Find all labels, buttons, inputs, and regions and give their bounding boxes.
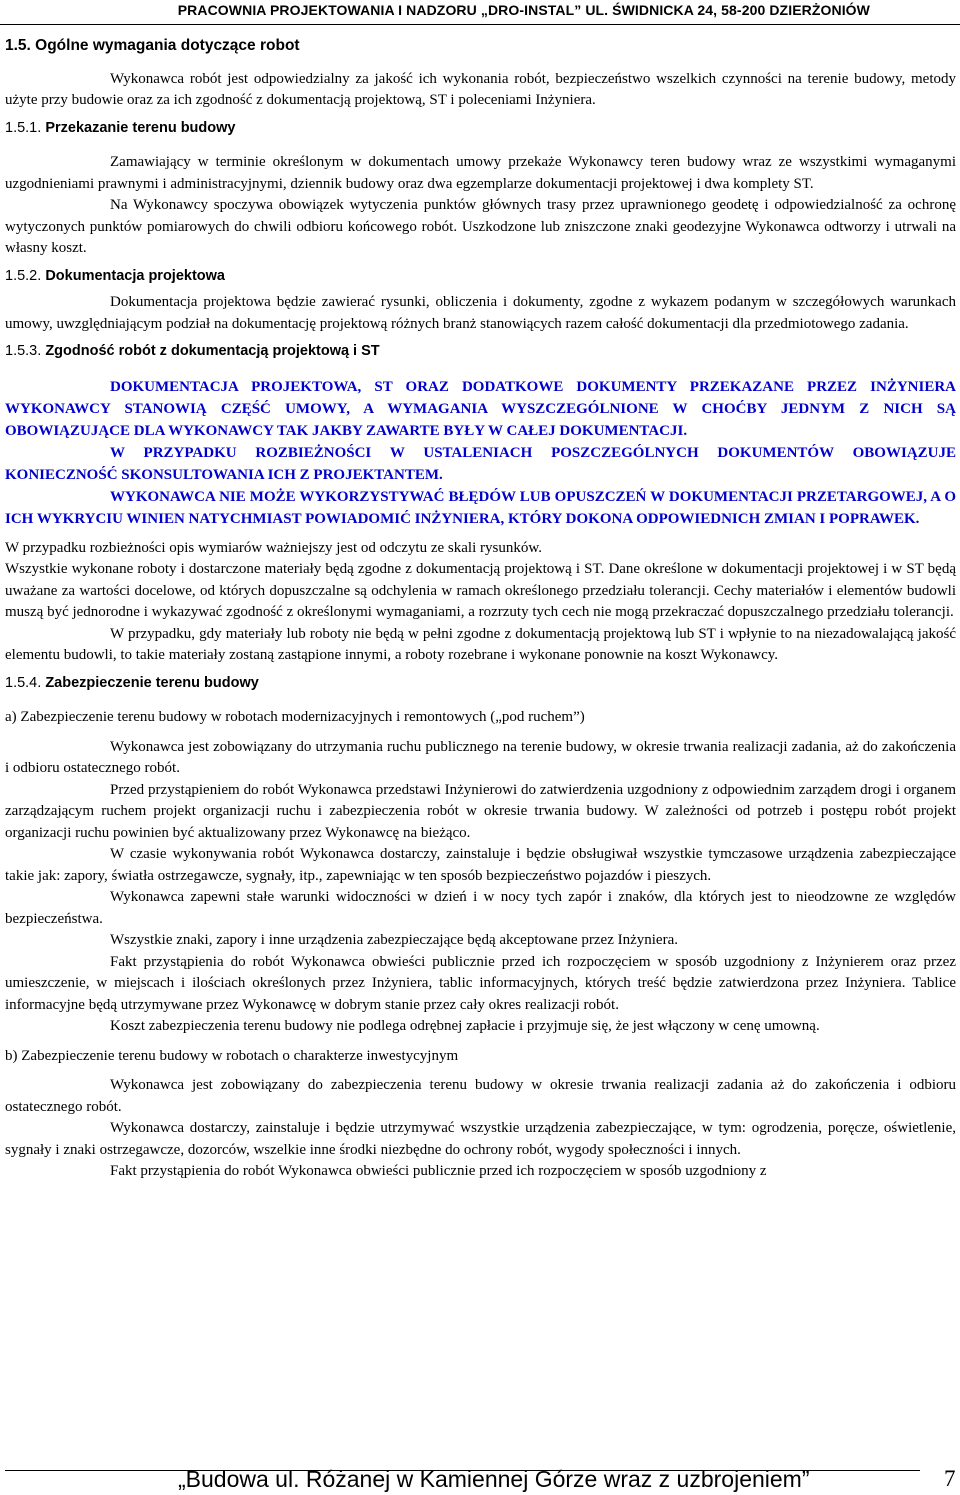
page-number: 7 xyxy=(944,1466,956,1491)
section-title: 1.5. Ogólne wymagania dotyczące robot xyxy=(5,37,300,54)
subsection-heading-1 xyxy=(5,118,956,140)
subsection-number: 1.5.3. xyxy=(5,343,42,359)
paragraph: Fakt przystąpienia do robót Wykonawca obwieści publicznie przed ich rozpoczęciem w sposób uzgodniony z xyxy=(110,1163,767,1179)
page-header xyxy=(0,0,960,25)
emphasis-paragraph: W PRZYPADKU ROZBIEŻNOŚCI W USTALENIACH POSZCZEGÓLNYCH DOKUMENTÓW OBOWIĄZUJE KONIECZNOŚĆ SKONSULTOWANIA ICH Z PROJEKTANTEM. xyxy=(5,444,956,483)
paragraph: Wykonawca jest zobowiązany do utrzymania ruchu publicznego na terenie budowy, w okresie trwania realizacji zadania, aż do zakończenia i odbioru ostatecznego robót. xyxy=(5,738,956,776)
paragraph: Wykonawca dostarczy, zainstaluje i będzie utrzymywać wszystkie urządzenia zabezpieczające, w tym: ogrodzenia, poręcze, oświetlenie, sygnały i znaki ostrzegawcze, dozorców, wszelkie inne środki niezbędne do ochrony robót, wygody społeczności i innych. xyxy=(5,1120,956,1158)
list-heading-a: a) Zabezpieczenie terenu budowy w robotach modernizacyjnych i remontowych („pod ruchem”) xyxy=(5,709,585,725)
paragraph: Dokumentacja projektowa będzie zawierać rysunki, obliczenia i dokumenty, zgodne z wykazem podanym w szczegółowych warunkach umowy, uwzględniającym podział na dokumentację projektową różnych branż stanowiących razem całość dokumentacji dla przedmiotowego zadania. xyxy=(5,294,956,332)
paragraph: Na Wykonawcy spoczywa obowiązek wytyczenia punktów głównych trasy przez uprawnionego geodetę i odpowiedzialność za ochronę wytyczonych punktów pomiarowych do chwili odbioru końcowego robót. Uszkodzone lub zniszczone znaki geodezyjne Wykonawca odtworzy i utrwali na własny koszt. xyxy=(5,197,956,256)
paragraph: W przypadku rozbieżności opis wymiarów ważniejszy jest od odczytu ze skali rysunków. xyxy=(5,539,542,556)
paragraph: Wykonawca zapewni stałe warunki widoczności w dzień i w nocy tych zapór i znaków, dla których jest to nieodzowne ze względów bezpieczeństwa. xyxy=(5,889,956,927)
paragraph: W czasie wykonywania robót Wykonawca dostarczy, zainstaluje i będzie obsługiwał wszystkie tymczasowe urządzenia zabezpieczające takie jak: zapory, światła ostrzegawcze, sygnały, itp., zapewniając w ten sposób bezpieczeństwo pojazdów i pieszych. xyxy=(5,846,956,884)
paragraph: Wykonawca jest zobowiązany do zabezpieczenia terenu budowy w okresie trwania realizacji zadania aż do zakończenia i odbioru ostatecznego robót. xyxy=(5,1077,956,1115)
emphasis-paragraph: WYKONAWCA NIE MOŻE WYKORZYSTYWAĆ BŁĘDÓW LUB OPUSZCZEŃ W DOKUMENTACJI PRZETARGOWEJ, A O ICH WYKRYCIU WINIEN NATYCHMIAST POWIADOMIĆ INŻYNIERA, KTÓRY DOKONA ODPOWIEDNICH ZMIAN I POPRAWEK. xyxy=(5,488,956,527)
subsection-heading-3 xyxy=(5,341,956,363)
paragraph: Fakt przystąpienia do robót Wykonawca obwieści publicznie przed ich rozpoczęciem w sposób uzgodniony z Inżynierem oraz przez umieszczenie, w miejscach i ilościach określonych przez Inżyniera, tablic informacyjnych, których treść będzie zatwierdzona przez Inżyniera. Tablice informacyjne będą utrzymywane przez Wykonawcę w dobrym stanie przez cały okres realizacji robót. xyxy=(5,953,956,1013)
footer-title: „Budowa ul. Różanej w Kamiennej Górze wraz z uzbrojeniem” xyxy=(178,1466,810,1492)
paragraph: W przypadku, gdy materiały lub roboty nie będą w pełni zgodne z dokumentacją projektową lub ST i wpłynie to na niezadowalającą jakość elementu budowli, to takie materiały zostaną zastąpione innymi, a roboty rozebrane i wykonane ponownie na koszt Wykonawcy. xyxy=(5,625,956,663)
paragraph: Wszystkie wykonane roboty i dostarczone materiały będą zgodne z dokumentacją projektową i ST. Dane określone w dokumentacji projektowej i w ST będą uważane za wartości docelowe, od których dopuszczalne są odchylenia w ramach określonego przedziału tolerancji. Cechy materiałów i elementów budowli muszą być jednorodne i wykazywać zgodność z określonymi wymaganiami, a rozrzuty tych cech nie mogą przekraczać dopuszczalnego przedziału tolerancji. xyxy=(5,561,956,620)
subsection-number: 1.5.1. xyxy=(5,119,42,136)
subsection-title: Przekazanie terenu budowy xyxy=(45,119,236,136)
emphasis-paragraph: DOKUMENTACJA PROJEKTOWA, ST ORAZ DODATKOWE DOKUMENTY PRZEKAZANE PRZEZ INŻYNIERA WYKONAWCY STANOWIĄ CZĘŚĆ UMOWY, A WYMAGANIA WYSZCZEGÓLNIONE W CHOĆBY JEDNYM Z NICH SĄ OBOWIĄZUJĄCE DLA WYKONAWCY TAK JAKBY ZAWARTE BYŁY W CAŁEJ DOKUMENTACJI. xyxy=(5,378,956,439)
list-heading-b: b) Zabezpieczenie terenu budowy w robotach o charakterze inwestycyjnym xyxy=(5,1047,459,1064)
header-text: PRACOWNIA PROJEKTOWANIA I NADZORU „DRO-INSTAL” UL. ŚWIDNICKA 24, 58-200 DZIERŻONIÓW xyxy=(177,2,870,18)
page-content xyxy=(5,35,956,1183)
paragraph: Koszt zabezpieczenia terenu budowy nie podlega odrębnej zapłacie i przyjmuje się, że jest włączony w cenę umowną. xyxy=(110,1018,820,1034)
section-intro: Wykonawca robót jest odpowiedzialny za jakość ich wykonania robót, bezpieczeństwo wszelkich czynności na terenie budowy, metody użyte przy budowie oraz za ich zgodność z dokumentacją projektową, ST i poleceniami Inżyniera. xyxy=(5,70,956,108)
subsection-title: Zabezpieczenie terenu budowy xyxy=(45,674,259,691)
paragraph: Przed przystąpieniem do robót Wykonawca przedstawi Inżynierowi do zatwierdzenia uzgodniony z odpowiednim zarządem drogi i organem zarządzającym ruchem projekt organizacji ruchu i zabezpieczenia robót w okresie trwania budowy. W zależności od potrzeb i postępu robót projekt organizacji ruchu powinien być aktualizowany przez Wykonawcę na bieżąco. xyxy=(5,781,956,841)
subsection-title: Zgodność robót z dokumentacją projektową i ST xyxy=(45,343,380,359)
subsection-number: 1.5.2. xyxy=(5,267,42,284)
paragraph: Zamawiający w terminie określonym w dokumentach umowy przekaże Wykonawcy teren budowy wraz ze wszystkimi wymaganymi uzgodnieniami prawnymi i administracyjnymi, dziennik budowy oraz dwa egzemplarze dokumentacji projektowej i dwa komplety ST. xyxy=(5,154,956,192)
subsection-number: 1.5.4. xyxy=(5,674,42,691)
subsection-title: Dokumentacja projektowa xyxy=(45,267,225,284)
subsection-heading-2 xyxy=(5,266,956,288)
paragraph: Wszystkie znaki, zapory i inne urządzenia zabezpieczające będą akceptowane przez Inżyniera. xyxy=(110,932,678,948)
subsection-heading-4 xyxy=(5,673,956,695)
